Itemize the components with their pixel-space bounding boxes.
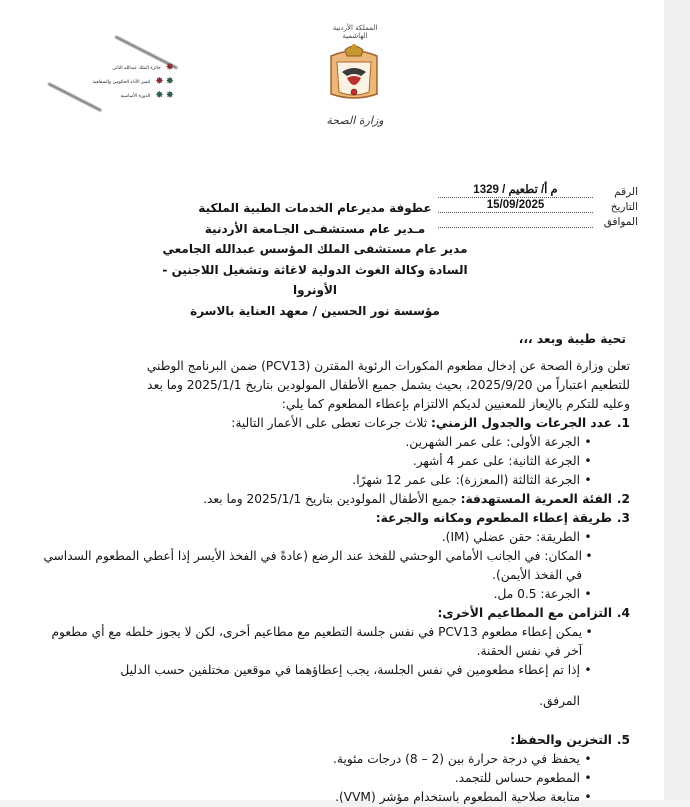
- bullet-icon: •: [585, 625, 593, 639]
- kingdom-title: المملكة الأردنية الهاشمية: [332, 24, 378, 40]
- jordan-coat-of-arms-icon: [325, 42, 383, 106]
- list-item: • الجرعة الأولى: على عمر الشهرين.: [30, 433, 596, 452]
- excellence-award-badge: جائزة الملك عبدالله الثاني ✸ لتميز الأداء الحكومي والشفافية ✸ ✸ الدورة الأساسية ✸ ✸: [92, 62, 174, 101]
- intro-paragraph: تعلن وزارة الصحة عن إدخال مطعوم المكورات الرئوية المقترن (PCV13) ضمن البرنامج الوطني للتطعيم اعتباراً من 2025/9/20، بحيث يشمل جميع الأطفال المولودين بتاريخ 2025/1/1 وما بعد وعليه للتكرم بالإيعاز للمعنيين لديكم الالتزام بإعطاء المطعوم كما يلي:: [146, 359, 630, 411]
- list-item: • الجرعة الثالثة (المعززة): على عمر 12 شهرًا.: [30, 471, 596, 490]
- bullet-icon: •: [584, 473, 592, 487]
- list-item: • إذا تم إعطاء مطعومين في نفس الجلسة، يجب إعطاؤهما في موقعين مختلفين حسب الدليل: [30, 661, 596, 680]
- list-item: • الطريقة: حقن عضلي (IM).: [30, 528, 596, 547]
- bullet-icon: •: [584, 454, 592, 468]
- bullet-icon: •: [584, 587, 592, 601]
- list-item: • المكان: في الجانب الأمامي الوحشي للفخذ عند الرضع (عادةً في الفخذ الأيسر إذا أعطي المطعوم السداسي في الفخذ الأيمن).: [30, 547, 596, 585]
- addressee: مـدير عام مستشفـى الجـامعة الأردنية: [204, 221, 426, 236]
- addressee: مدير عام مستشفى الملك المؤسس عبدالله الجامعي: [162, 242, 468, 256]
- bullet-icon: •: [584, 771, 592, 785]
- award-star-icon: ✸: [155, 76, 164, 87]
- list-item: المرفق.: [539, 694, 580, 708]
- list-item: • الجرعة: 0.5 مل.: [30, 585, 596, 604]
- ministry-name: وزارة الصحة: [326, 114, 384, 127]
- addressee-list: [150, 198, 480, 321]
- bullet-icon: •: [584, 752, 592, 766]
- bullet-icon: •: [584, 435, 592, 449]
- addressee: مؤسسة نور الحسين / معهد العناية بالاسرة: [190, 303, 440, 318]
- bullet-icon: •: [584, 530, 592, 544]
- list-item: • يحفظ في درجة حرارة بين (2 – 8) درجات مئوية.: [30, 750, 596, 769]
- section-storage: 5. التخزين والحفظ: • يحفظ في درجة حرارة بين (2 – 8) درجات مئوية. • المطعوم حساس للتجمد. • متابعة صلاحية المطعوم باستخدام مؤشر (VVM).: [30, 731, 630, 807]
- award-star-icon: ✸: [165, 62, 174, 73]
- award-star-icon: ✸: [155, 90, 164, 101]
- greeting: تحية طيبة وبعد ،،،: [518, 332, 626, 346]
- list-item: • متابعة صلاحية المطعوم باستخدام مؤشر (VVM).: [30, 788, 596, 807]
- section-dose-schedule: 1. عدد الجرعات والجدول الزمني: ثلاث جرعات تعطى على الأعمار التالية: • الجرعة الأولى: على عمر الشهرين. • الجرعة الثانية: على عمر 4 أشهر. • الجرعة الثالثة (المعززة): على عمر 12 شهرًا.: [30, 414, 630, 490]
- section-co-administration: 4. التزامن مع المطاعيم الأخرى: • يمكن إعطاء مطعوم PCV13 في نفس جلسة التطعيم مع مطاعيم أخرى، لكن لا يجوز خلطه مع أي مطعوم آخر في نفس الحقنة. • إذا تم إعطاء مطعومين في نفس الجلسة، يجب إعطاؤهما في موقعين مختلفين حسب الدليل المرفق.: [30, 604, 630, 711]
- list-item: • المطعوم حساس للتجمد.: [30, 769, 596, 788]
- reference-hijri-row: الموافق: [438, 213, 638, 228]
- award-star-icon: ✸: [165, 90, 174, 101]
- bullet-icon: •: [584, 790, 592, 804]
- reference-number: م أ/ تطعيم / 1329: [438, 182, 593, 198]
- page-edge: [664, 0, 690, 800]
- section-target-age: 2. الفئة العمرية المستهدفة: جميع الأطفال المولودين بتاريخ 2025/1/1 وما بعد.: [203, 492, 630, 506]
- award-star-icon: ✸: [165, 76, 174, 87]
- bullet-icon: •: [585, 549, 593, 563]
- reference-number-row: الرقم م أ/ تطعيم / 1329: [438, 183, 638, 198]
- list-item: • يمكن إعطاء مطعوم PCV13 في نفس جلسة التطعيم مع مطاعيم أخرى، لكن لا يجوز خلطه مع أي مطعوم آخر في نفس الحقنة.: [30, 623, 596, 661]
- reference-date-row: التاريخ 15/09/2025: [438, 198, 638, 213]
- letter-body: [30, 330, 630, 807]
- section-administration: 3. طريقة إعطاء المطعوم ومكانه والجرعة: • الطريقة: حقن عضلي (IM). • المكان: في الجانب الأمامي الوحشي للفخذ عند الرضع (عادةً في الفخذ الأيسر إذا أعطي المطعوم السداسي في الفخذ الأيمن). • الجرعة: 0.5 مل.: [30, 509, 630, 604]
- addressee: عطوفة مديرعام الخدمات الطبية الملكية: [198, 201, 432, 215]
- addressee: السادة وكالة الغوث الدولية لاغاثة وتشغيل اللاجنين - الأونروا: [162, 262, 468, 297]
- reference-date: 15/09/2025: [438, 199, 593, 213]
- bullet-icon: •: [584, 663, 592, 677]
- list-item: • الجرعة الثانية: على عمر 4 أشهر.: [30, 452, 596, 471]
